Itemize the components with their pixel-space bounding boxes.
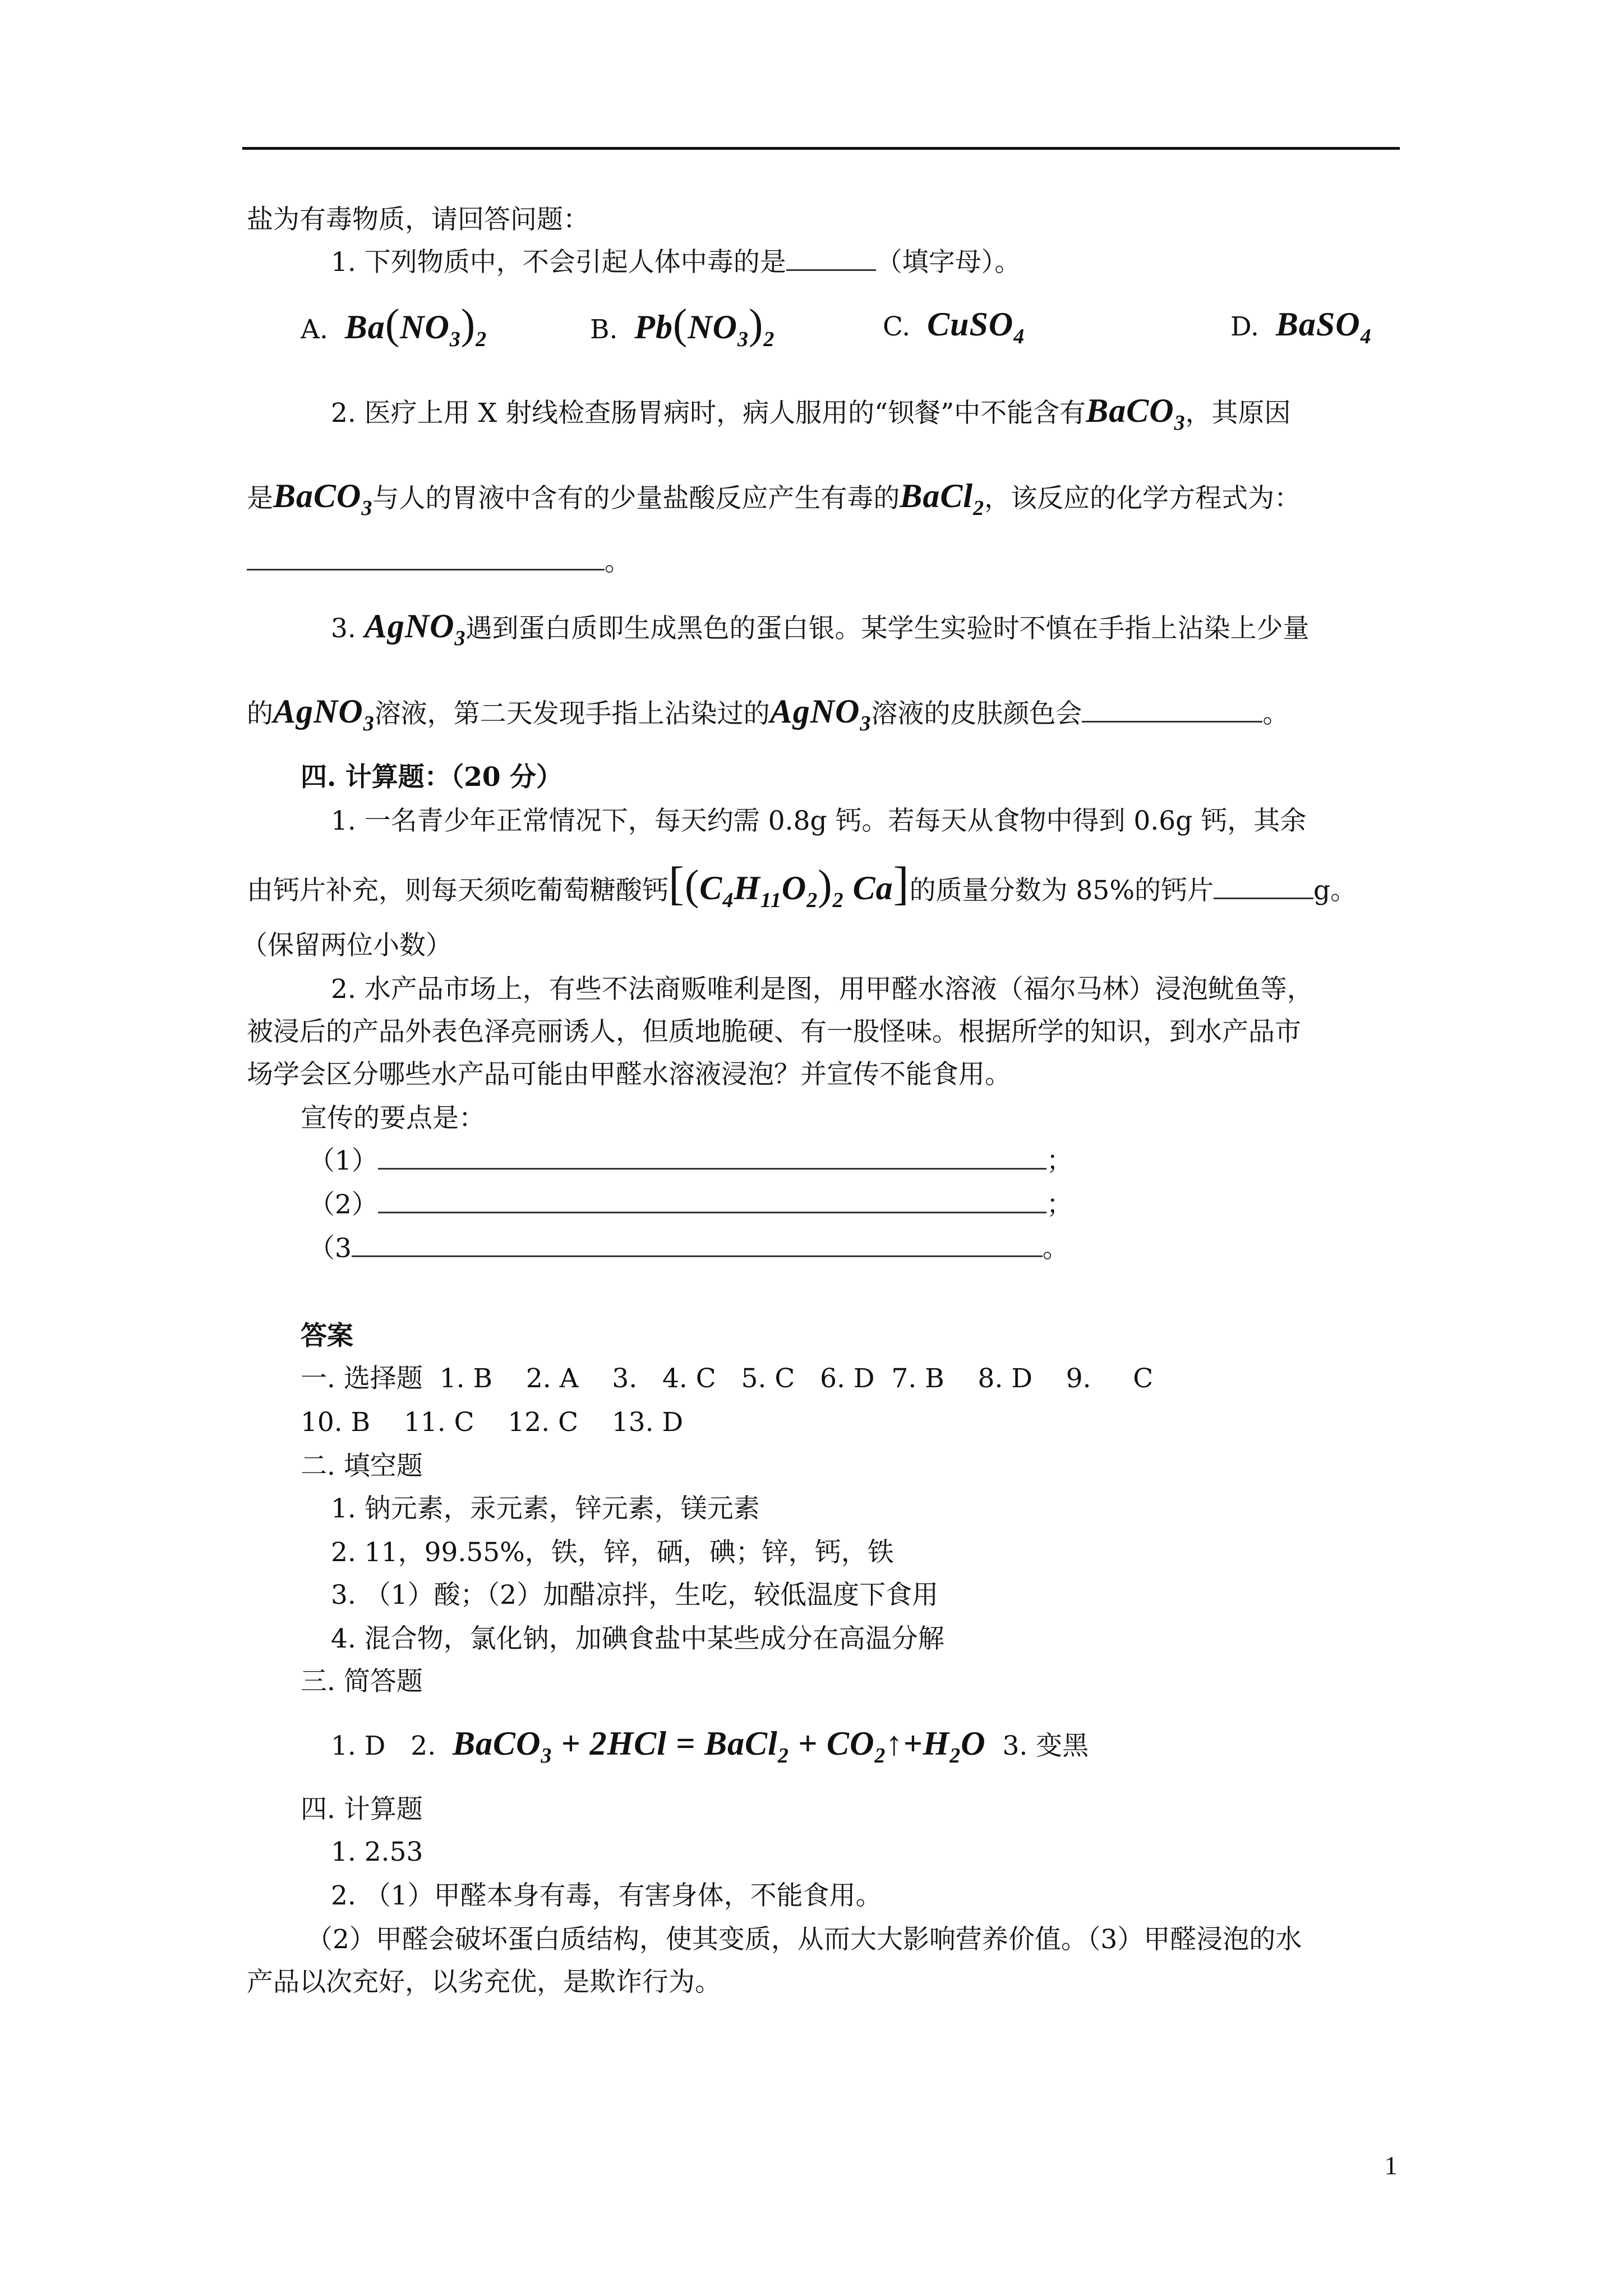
answers-short-heading: 三. 简答题 [301,1666,423,1697]
q4-1-line1: 1. 一名青少年正常情况下，每天约需 0.8g 钙。若每天从食物中得到 0.6g 钙，其余 [331,806,1307,836]
answers-fill-4: 4. 混合物，氯化钠，加碘食盐中某些成分在高温分解 [331,1623,944,1654]
answers-calc-4: 产品以次充好，以劣充优，是欺诈行为。 [247,1967,721,1998]
points-label: 宣传的要点是： [301,1103,485,1134]
q3-2-line1: 2. 医疗上用 X 射线检查肠胃病时，病人服用的“钡餐”中不能含有BaCO$_3$，其原因 [331,392,1291,435]
point-blank[interactable] [378,1145,1046,1170]
answers-short-line: 1. D 2. BaCO$_3$ + 2HCl = BaCl$_2$ + $CO_2↑+H_2O$ 3. 变黑 [331,1725,1089,1768]
q4-2-line2: 被浸后的产品外表色泽亮丽诱人，但质地脆硬、有一股怪味。根据所学的知识，到水产品市 [247,1016,1301,1047]
q3-3-line2: 的AgNO$_3$溶液，第二天发现手指上沾染过的AgNO$_3$溶液的皮肤颜色会 。 [247,693,1289,735]
formula-pb-no3-2: $Pb(NO_3)_2$ [634,301,775,351]
answers-fill-1: 1. 钠元素，汞元素，锌元素，镁元素 [331,1493,760,1524]
section4-heading: 四. 计算题：（20 分） [301,762,562,793]
answer-blank[interactable] [1214,875,1313,899]
answers-calc-heading: 四. 计算题 [301,1794,423,1825]
option-d: D. BaSO$_4$ [1230,306,1372,348]
page-number: 1 [1384,2151,1398,2180]
q4-1-line2: 由钙片补充，则每天须吃葡萄糖酸钙[$(C_4H_{11}O_2)_2$ Ca]的质量分数为 85%的钙片 g。 [247,858,1357,912]
answers-fill-3: 3. （1）酸；（2）加醋凉拌，生吃，较低温度下食用 [331,1580,939,1611]
q3-2-line3: 。 [247,545,631,579]
formula-baso4: BaSO$_4$ [1275,306,1372,348]
answers-mc-line1: 一. 选择题 1. B 2. A 3. 4. C 5. C 6. D 7. B 8. D 9. C [301,1363,1154,1394]
formula-ba-no3-2: $Ba(NO_3)_2$ [344,301,487,351]
option-b: B. $Pb(NO_3)_2$ [590,301,775,351]
point-2: （2） ； [308,1189,1073,1220]
answers-calc-2: 2. （1）甲醛本身有毒，有害身体，不能食用。 [331,1880,882,1911]
q3-3-line1: 3. AgNO$_3$遇到蛋白质即生成黑色的蛋白银。某学生实验时不慎在手指上沾染上少量 [331,608,1310,650]
option-c: C. CuSO$_4$ [883,306,1025,348]
reaction-equation: BaCO$_3$ + 2HCl = BaCl$_2$ + $CO_2↑+H_2O$ [453,1725,986,1768]
intro-text: 盐为有毒物质，请回答问题： [247,204,589,235]
equation-blank[interactable] [247,546,605,570]
answer-blank[interactable] [786,247,876,271]
q4-2-line3: 场学会区分哪些水产品可能由甲醛水溶液浸泡？并宣传不能食用。 [247,1059,1011,1090]
point-1: （1） ； [308,1145,1073,1176]
answers-calc-3: （2）甲醛会破坏蛋白质结构，使其变质，从而大大影响营养价值。（3）甲醛浸泡的水 [306,1924,1302,1955]
q3-1-text: 1. 下列物质中，不会引起人体中毒的是 （填字母）。 [331,247,1021,278]
point-3: （3 。 [308,1233,1069,1264]
answers-fill-heading: 二. 填空题 [301,1451,423,1481]
option-a: A. $Ba(NO_3)_2$ [301,301,487,351]
q4-2-line1: 2. 水产品市场上，有些不法商贩唯利是图，用甲醛水溶液（福尔马林）浸泡鱿鱼等， [331,974,1313,1005]
answer-blank[interactable] [1082,698,1262,723]
point-blank[interactable] [378,1189,1046,1213]
point-blank[interactable] [352,1233,1043,1257]
q4-1-note: （保留两位小数） [241,930,452,961]
q3-2-line2: 是BaCO$_3$与人的胃液中含有的少量盐酸反应产生有毒的BaCl$_2$，该反应的化学方程式为： [247,477,1301,520]
answers-mc-line2: 10. B 11. C 12. C 13. D [301,1407,684,1438]
answers-fill-2: 2. 11，99.55%，铁，锌，硒，碘；锌，钙，铁 [331,1537,894,1568]
answers-calc-1: 1. 2.53 [331,1837,423,1867]
formula-cuso4: CuSO$_4$ [927,306,1025,348]
header-rule [242,147,1400,150]
answers-heading: 答案 [301,1320,353,1351]
